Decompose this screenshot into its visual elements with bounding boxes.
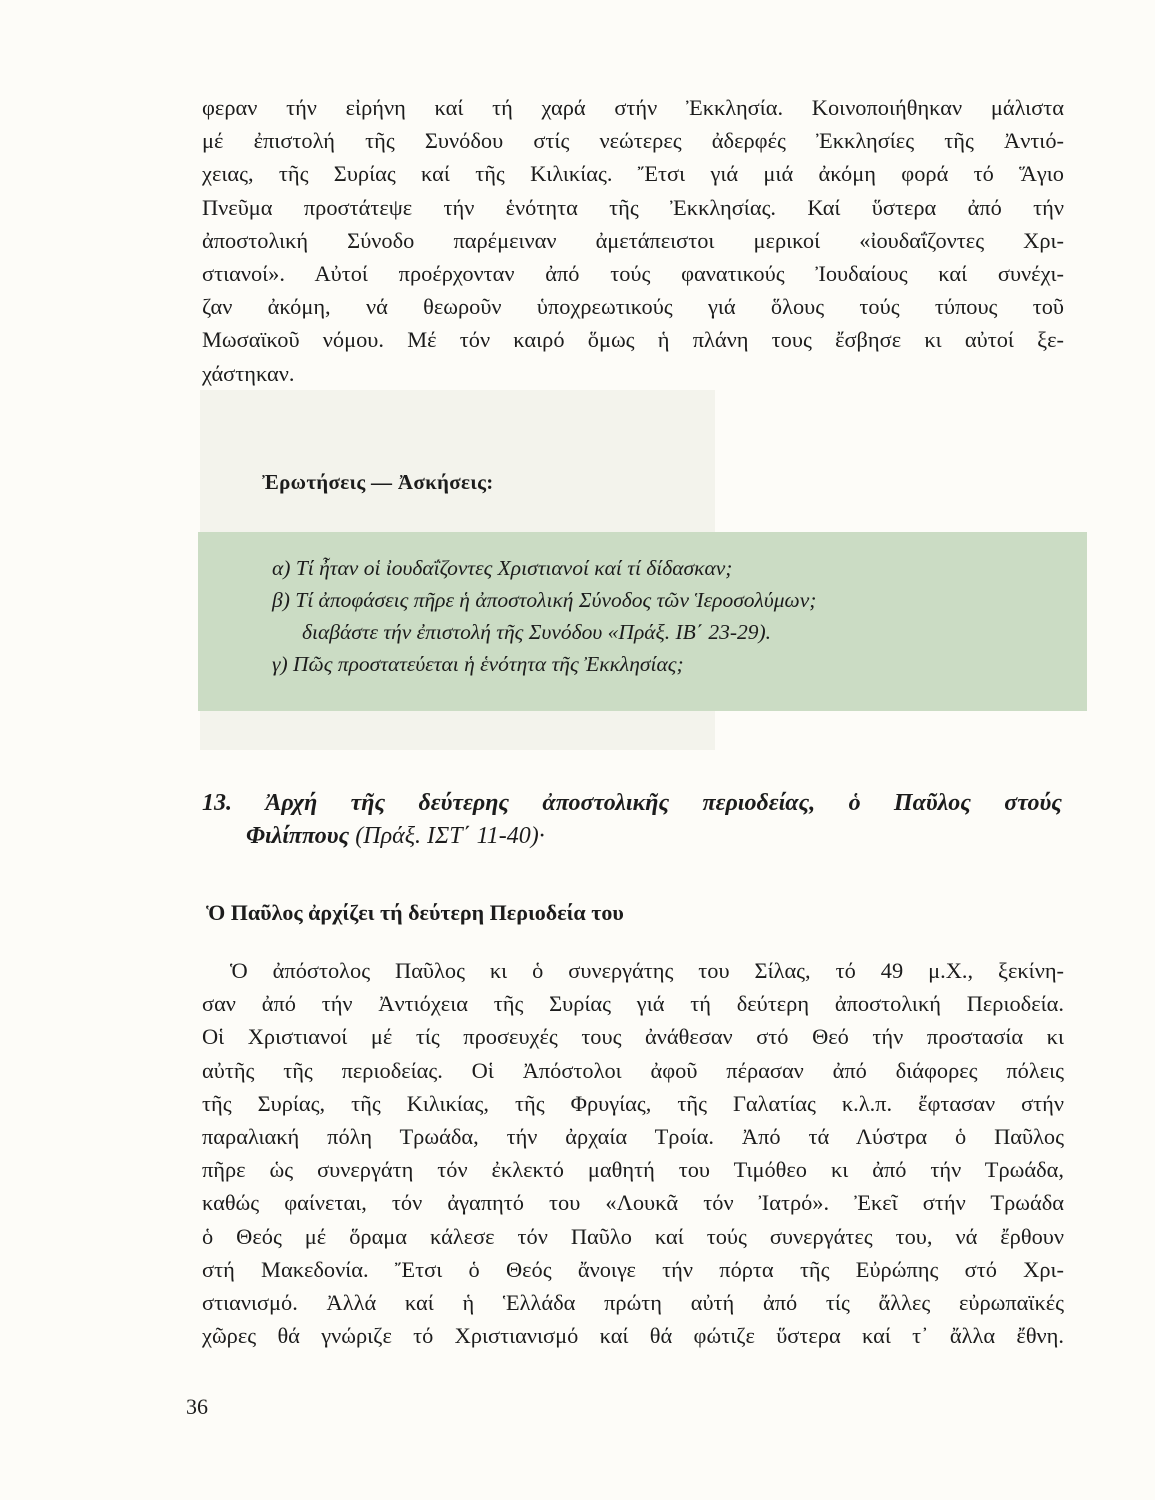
text-line: καθώς φαίνεται, τόν ἀγαπητό του «Λουκᾶ τόν Ἰατρό». Ἐκεῖ στήν Τρωάδα <box>202 1190 1064 1216</box>
chapter-title <box>202 787 1062 853</box>
text-line: σαν ἀπό τήν Ἀντιόχεια τῆς Συρίας γιά τή δεύτερη ἀποστολική Περιοδεία. <box>202 991 1064 1017</box>
text-line: Μωσαϊκοῦ νόμου. Μέ τόν καιρό ὅμως ἡ πλάνη τους ἔσβησε κι αὐτοί ξε- <box>202 327 1064 353</box>
text-line: χῶρες θά γνώριζε τό Χριστιανισμό καί θά φώτιζε ὕστερα καί τ᾽ ἄλλα ἔθνη. <box>202 1323 1064 1349</box>
chapter-title-line <box>202 820 1062 853</box>
text-line: χειας, τῆς Συρίας καί τῆς Κιλικίας. Ἔτσι γιά μιά ἀκόμη φορά τό Ἅγιο <box>202 161 1064 187</box>
page-number: 36 <box>186 1394 208 1419</box>
question-item: α) Τί ἦταν οἱ ἰουδαΐζοντες Χριστιανοί καί τί δίδασκαν; <box>272 556 733 580</box>
question-item: διαβάστε τήν ἐπιστολή τῆς Συνόδου «Πράξ. ΙΒ΄ 23-29). <box>302 620 772 644</box>
text-line: στή Μακεδονία. Ἔτσι ὁ Θεός ἄνοιγε τήν πόρτα τῆς Εὐρώπης στό Χρι- <box>202 1256 1064 1282</box>
text-line: αὐτῆς τῆς περιοδείας. Οἱ Ἀπόστολοι ἀφοῦ πέρασαν ἀπό διάφορες πόλεις <box>202 1057 1064 1083</box>
section-heading: Ὁ Παῦλος ἀρχίζει τή δεύτερη Περιοδεία του <box>206 900 624 925</box>
text-line: τῆς Συρίας, τῆς Κιλικίας, τῆς Φρυγίας, τῆς Γαλατίας κ.λ.π. ἔφτασαν στήν <box>202 1090 1064 1116</box>
text-line: ζαν ἀκόμη, νά θεωροῦν ὑποχρεωτικούς γιά ὅλους τούς τύπους τοῦ <box>202 294 1064 320</box>
chapter-title-line: 13. Ἀρχή τῆς δεύτερης ἀποστολικῆς περιοδείας, ὁ Παῦλος στούς <box>202 790 1062 816</box>
chapter-reference: (Πράξ. ΙΣΤ΄ 11-40)· <box>349 823 545 849</box>
text-line: ἀποστολική Σύνοδο παρέμειναν ἀμετάπειστοι μερικοί «ἰουδαΐζοντες Χρι- <box>202 227 1064 253</box>
paragraph-main <box>202 954 1064 1352</box>
text-line: στιανοί». Αὐτοί προέρχονταν ἀπό τούς φανατικούς Ἰουδαίους καί συνέχι- <box>202 261 1064 287</box>
question-item: γ) Πῶς προστατεύεται ἡ ἑνότητα τῆς Ἐκκλησίας; <box>272 652 684 676</box>
questions-heading: Ἐρωτήσεις — Ἀσκήσεις: <box>262 470 494 494</box>
text-line: πῆρε ὡς συνεργάτη τόν ἐκλεκτό μαθητή του Τιμόθεο κι ἀπό τήν Τρωάδα, <box>202 1157 1064 1183</box>
paragraph-intro <box>202 91 1064 390</box>
question-item: β) Τί ἀποφάσεις πῆρε ἡ ἀποστολική Σύνοδος τῶν Ἱεροσολύμων; <box>272 588 817 612</box>
text-line: Οἱ Χριστιανοί μέ τίς προσευχές τους ἀνάθεσαν στό Θεό τήν προστασία κι <box>202 1024 1064 1050</box>
text-line: στιανισμό. Ἀλλά καί ἡ Ἑλλάδα πρώτη αὐτή ἀπό τίς ἄλλες εὐρωπαϊκές <box>202 1290 1064 1316</box>
text-line: παραλιακή πόλη Τρωάδα, τήν ἀρχαία Τροία. Ἀπό τά Λύστρα ὁ Παῦλος <box>202 1124 1064 1150</box>
chapter-title-word: Φιλίππους <box>246 823 350 849</box>
text-line: χάστηκαν. <box>202 360 295 386</box>
text-line: μέ ἐπιστολή τῆς Συνόδου στίς νεώτερες ἀδερφές Ἐκκλησίες τῆς Ἀντιό- <box>202 128 1064 154</box>
text-line: ὁ Θεός μέ ὅραμα κάλεσε τόν Παῦλο καί τούς συνεργάτες του, νά ἔρθουν <box>202 1223 1064 1249</box>
text-line: φεραν τήν εἰρήνη καί τή χαρά στήν Ἐκκλησία. Κοινοποιήθηκαν μάλιστα <box>202 95 1064 120</box>
text-line: Πνεῦμα προστάτεψε τήν ἑνότητα τῆς Ἐκκλησίας. Καί ὕστερα ἀπό τήν <box>202 194 1064 220</box>
text-line: Ὁ ἀπόστολος Παῦλος κι ὁ συνεργάτης του Σίλας, τό 49 μ.Χ., ξεκίνη- <box>230 958 1064 983</box>
questions-list <box>272 552 816 680</box>
